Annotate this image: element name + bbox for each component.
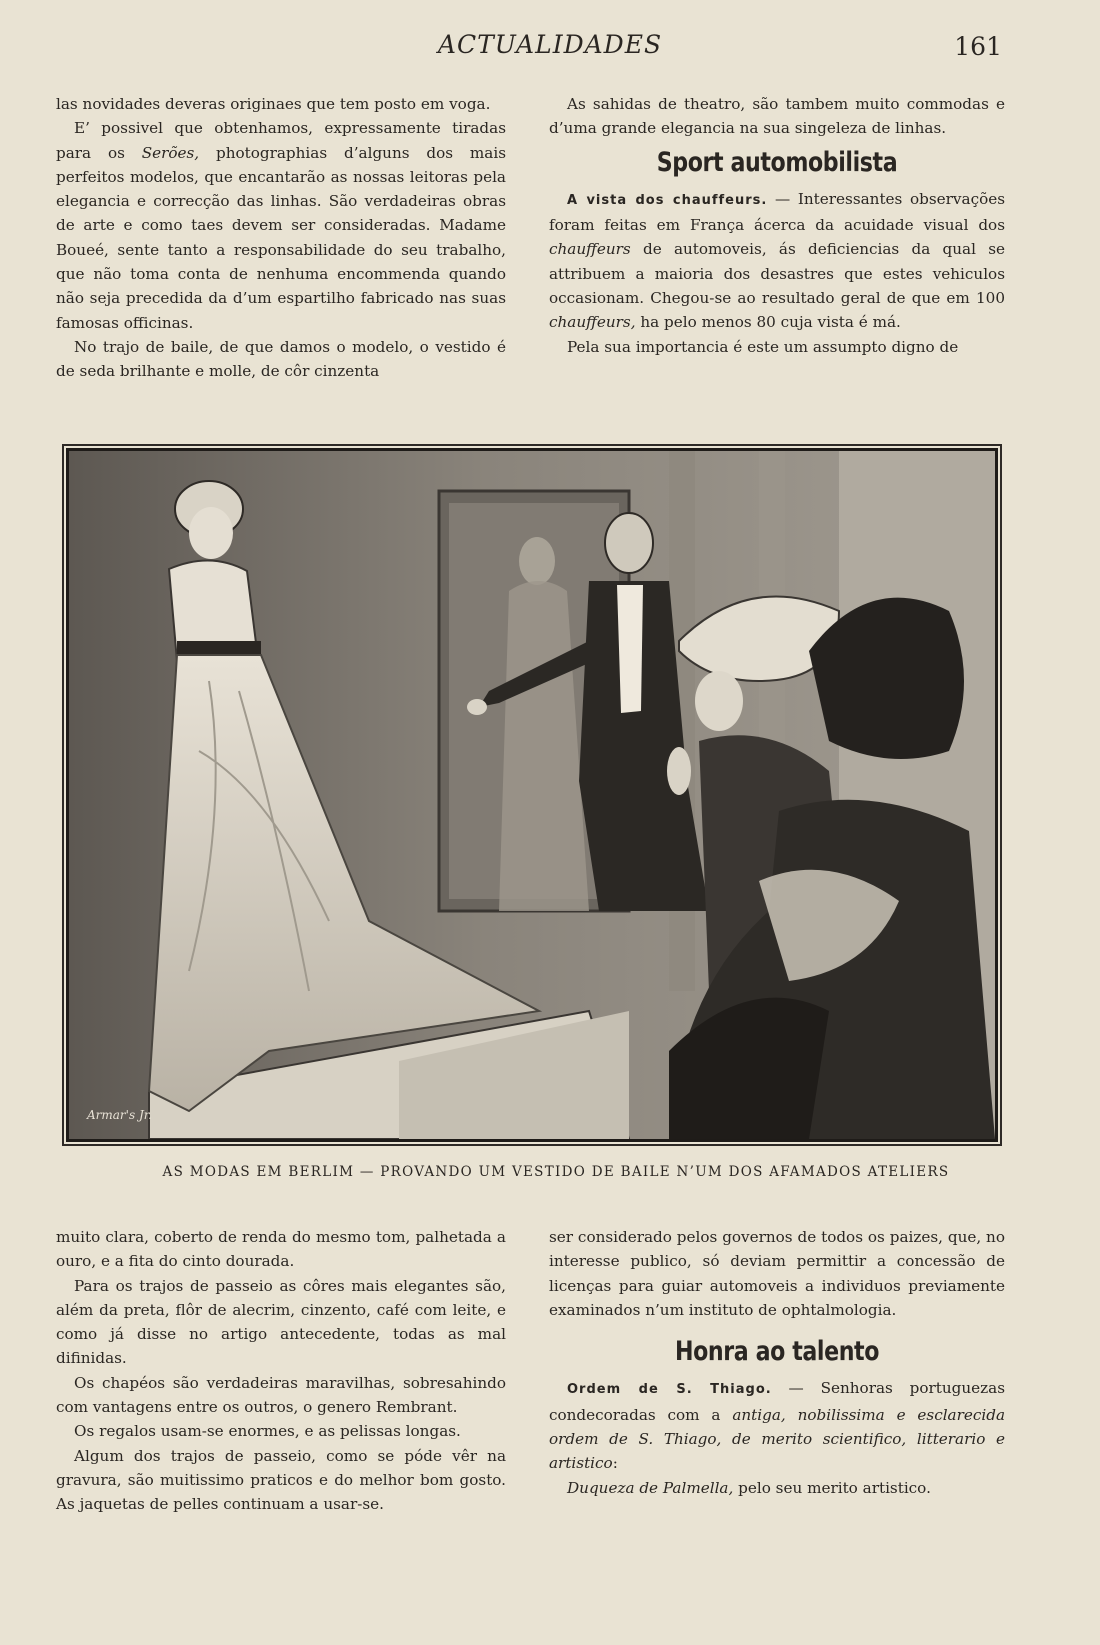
paragraph: muito clara, coberto de renda do mesmo tom, palhetada a ouro, e a fita do cinto dourada. [56, 1228, 506, 1271]
page-number: 161 [954, 32, 1002, 61]
paragraph: Ordem de S. Thiago. — Senhoras portuguezas condecoradas com a antiga, nobilissima e esclarecida ordem de S. Thiago, de merito scientifico, litterario e artistico: [549, 1379, 1005, 1473]
column-top-left [56, 92, 506, 384]
column-bottom-right [549, 1225, 1005, 1500]
paragraph: Algum dos trajos de passeio, como se póde vêr na gravura, são muitissimo praticos e do melhor bom gosto. As jaquetas de pelles continuam a usar-se. [56, 1446, 506, 1514]
engraving-illustration [66, 448, 998, 1142]
paragraph: las novidades deveras originaes que tem posto em voga. [56, 95, 491, 113]
page-header [0, 30, 1100, 70]
illustration-caption: AS MODAS EM BERLIM — PROVANDO UM VESTIDO DE BAILE N’UM DOS AFAMADOS ATELIERS [162, 1164, 950, 1180]
run-in-title: A vista dos chauffeurs. [567, 192, 768, 208]
paragraph: Os chapéos são verdadeiras maravilhas, sobresahindo com vantagens entre os outros, o genero Rembrant. [56, 1373, 506, 1417]
artist-signature: Armar's Jr. [87, 1108, 152, 1122]
running-title: ACTUALIDADES [437, 30, 663, 59]
section-heading: Honra ao talento [674, 1336, 880, 1368]
paragraph: No trajo de baile, de que damos o modelo, o vestido é de seda brilhante e molle, de côr cinzenta [56, 337, 506, 381]
paragraph: A vista dos chauffeurs. — Interessantes observações foram feitas em França ácerca da acuidade visual dos chauffeurs de automoveis, ás deficiencias da qual se attribuem a maioria dos desastres que estes vehiculos occasionam. Chegou-se ao resultado geral de que em 100 chauffeurs, ha pelo menos 80 cuja vista é má. [549, 189, 1005, 332]
column-bottom-left [56, 1225, 506, 1517]
paragraph: Duqueza de Palmella, pelo seu merito artistico. [567, 1478, 931, 1497]
paragraph: E’ possivel que obtenhamos, expressamente tiradas para os Serões, photographias d’alguns dos mais perfeitos modelos, que encantarão as nossas leitoras pela elegancia e correcção das linhas. São verdadeiras obras de arte e como taes devem ser consideradas. Madame Boueé, sente tanto a responsabilidade do seu trabalho, que não toma conta de nenhuma encommenda quando não seja precedida da d’um espartilho fabricado nas suas famosas officinas. [56, 119, 506, 332]
paragraph: As sahidas de theatro, são tambem muito commodas e d’uma grande elegancia na sua singeleza de linhas. [549, 95, 1005, 138]
section-heading: Sport automobilista [656, 146, 898, 178]
paragraph: Para os trajos de passeio as côres mais elegantes são, além da preta, flôr de alecrim, cinzento, café com leite, e como já disse no artigo antecedente, todas as mal difinidas. [56, 1276, 506, 1368]
paragraph: ser considerado pelos governos de todos os paizes, que, no interesse publico, só deviam permittir a concessão de licenças para guiar automoveis a individuos previamente examinados n’um instituto de ophtalmologia. [549, 1228, 1005, 1319]
paragraph: Pela sua importancia é este um assumpto digno de [567, 337, 959, 356]
column-top-right [549, 92, 1005, 359]
run-in-title: Ordem de S. Thiago. [567, 1382, 772, 1398]
paragraph: Os regalos usam-se enormes, e as pelissas longas. [74, 1422, 461, 1441]
